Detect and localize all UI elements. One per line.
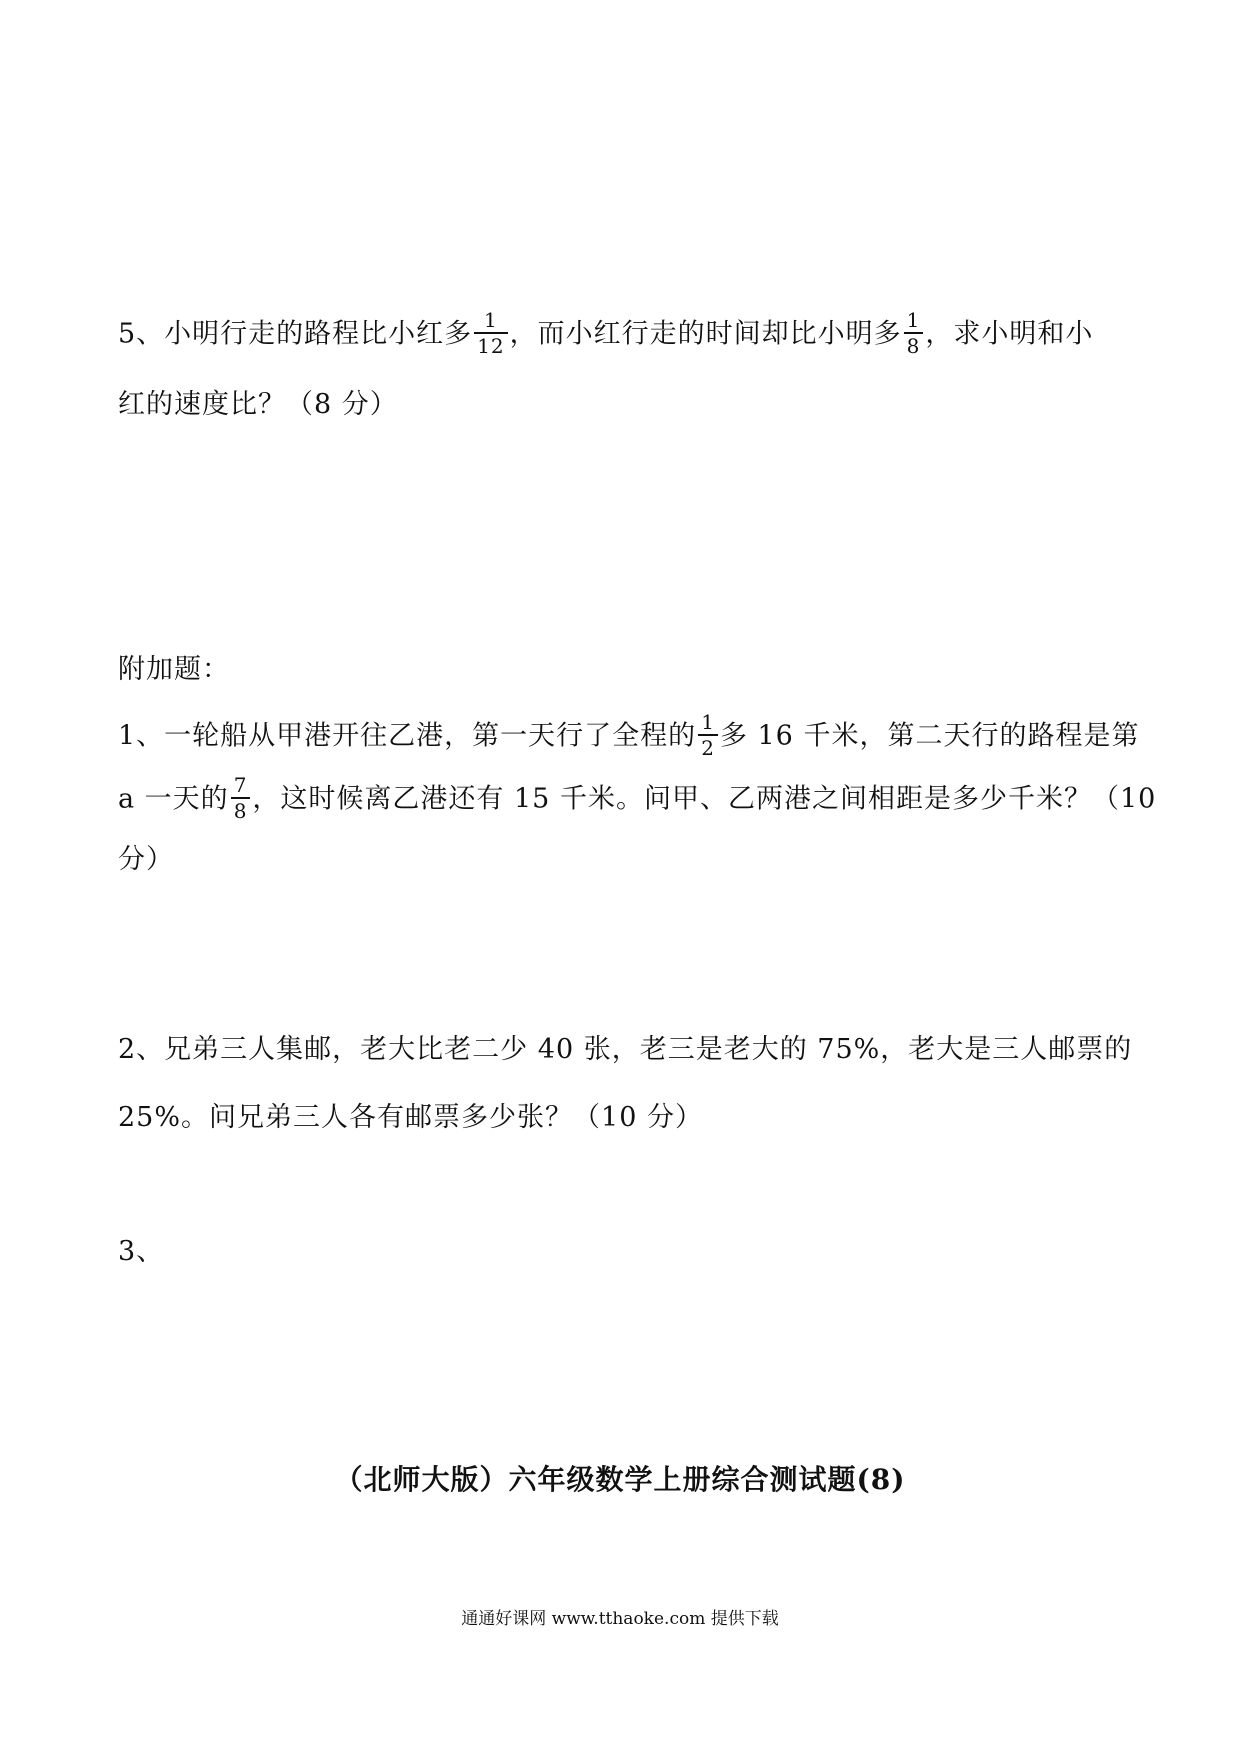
problem-5-line-2: 红的速度比？（8 分） [118,389,398,420]
extra-2-line-1: 2、兄弟三人集邮，老大比老二少 40 张，老三是老大的 75%，老大是三人邮票的 [118,1034,1133,1065]
extra-1-line-1 [118,712,1139,762]
extra-1-prefix: 1、一轮船从甲港开往乙港，第一天行了全程的 [118,720,697,752]
fraction-numerator: 1 [474,308,507,334]
problem-5-prefix: 5、小明行走的路程比小红多 [118,318,473,350]
problem-5-line-1 [118,310,1093,360]
fraction-denominator: 2 [701,736,715,760]
problem-5-middle: ，而小红行走的时间却比小明多 [509,318,902,350]
fraction-denominator: 8 [906,334,921,358]
fraction-1-2 [698,710,718,760]
extra-questions-heading: 附加题： [118,654,230,685]
fraction-7-8 [231,773,251,823]
fraction-1-12 [474,308,507,358]
extra-1-line-2-prefix: a 一天的 [118,783,229,815]
fraction-numerator: 1 [698,710,718,736]
fraction-denominator: 12 [477,334,505,358]
extra-1-after-fraction: 多 16 千米，第二天行的路程是第 [719,720,1140,752]
fraction-numerator: 1 [904,308,924,334]
extra-2-line-2: 25%。问兄弟三人各有邮票多少张？（10 分） [118,1102,703,1133]
fraction-numerator: 7 [231,773,251,799]
fraction-denominator: 8 [233,799,248,823]
extra-1-line-3: 分） [118,844,174,875]
extra-3-label: 3、 [118,1236,165,1267]
footer-source: 通通好课网 www.tthaoke.com 提供下载 [461,1609,779,1629]
page-title: （北师大版）六年级数学上册综合测试题(8) [334,1463,906,1496]
fraction-1-8 [904,308,924,358]
extra-1-line-2-suffix: ，这时候离乙港还有 15 千米。问甲、乙两港之间相距是多少千米？（10 [252,783,1157,815]
problem-5-suffix: ，求小明和小 [925,318,1094,350]
extra-1-line-2 [118,775,1156,825]
